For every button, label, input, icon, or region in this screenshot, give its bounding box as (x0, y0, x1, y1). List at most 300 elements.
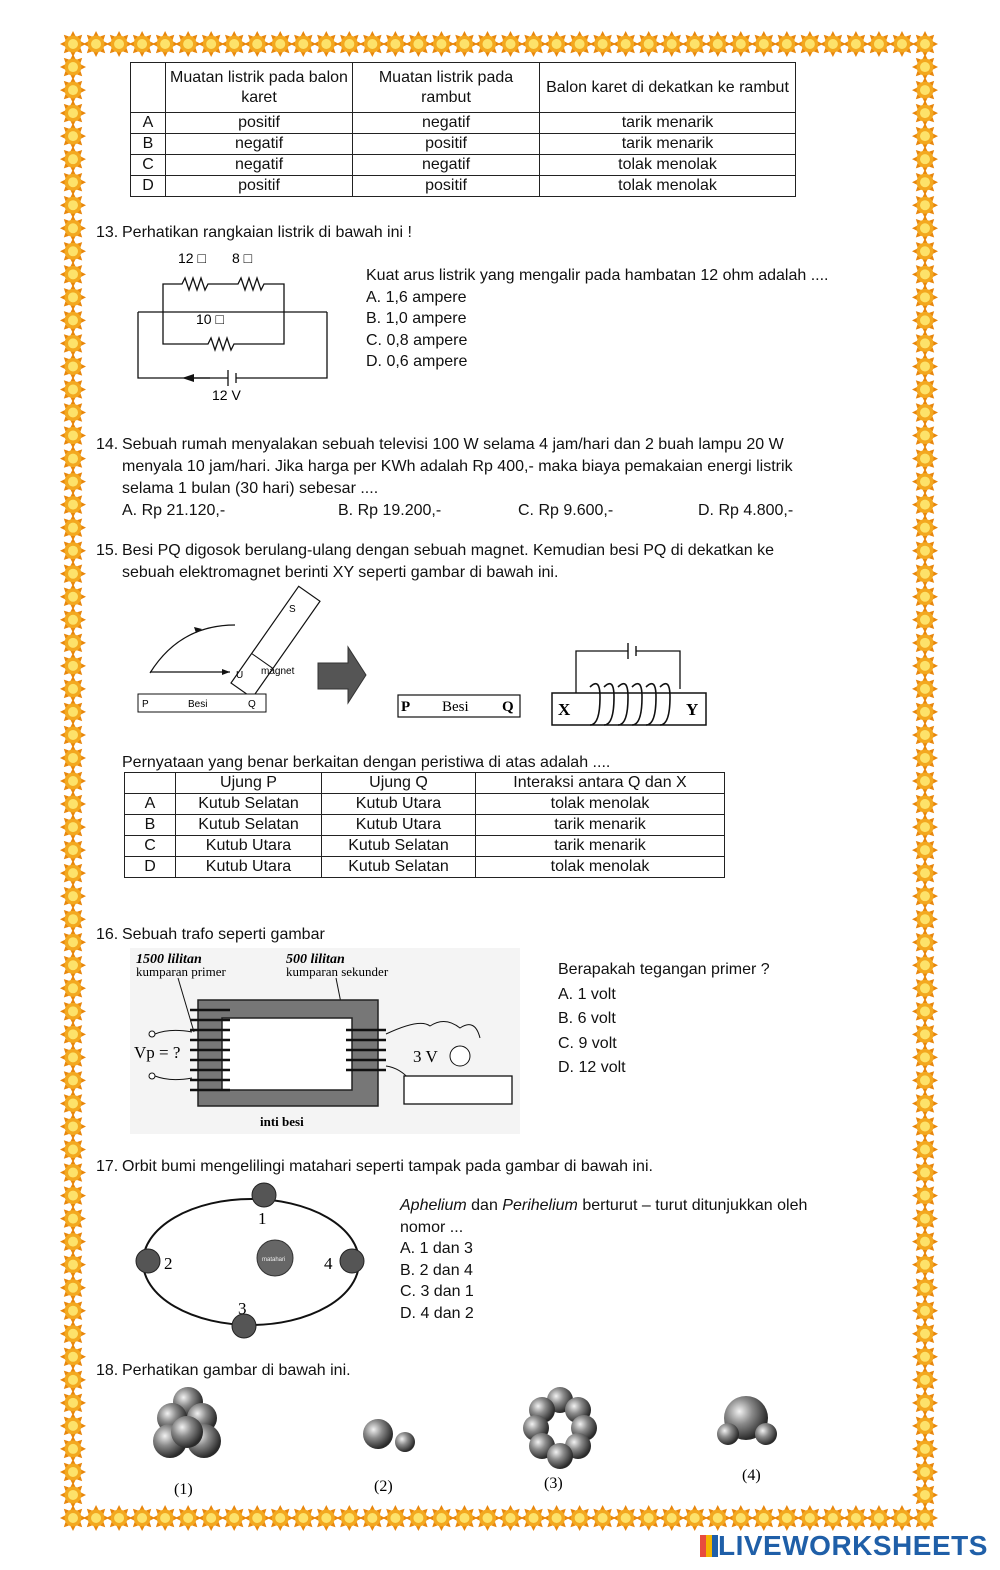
q17-orbit-figure (130, 1180, 370, 1340)
sun-icon (912, 307, 938, 333)
q15-table-cell: Kutub Utara (322, 815, 476, 836)
q12-table-row (131, 134, 796, 155)
q15-table-cell: D (125, 857, 176, 878)
q15-magnet-figure (130, 585, 730, 735)
sun-icon (244, 31, 270, 57)
sun-icon (405, 31, 431, 57)
sun-icon (912, 146, 938, 172)
sun-icon (912, 515, 938, 541)
sun-icon (912, 584, 938, 610)
q15-table-cell: A (125, 794, 176, 815)
sun-icon (60, 584, 86, 610)
q17-prompt-rest: berturut – turut ditunjukkan oleh (577, 1197, 808, 1214)
sun-icon (797, 31, 823, 57)
sun-icon (60, 423, 86, 449)
sun-icon (820, 1505, 846, 1531)
q13-option-c[interactable]: C. 0,8 ampere (366, 331, 468, 349)
sun-icon (60, 1160, 86, 1186)
sun-icon (60, 376, 86, 402)
sun-icon (106, 1505, 132, 1531)
q12-table-cell: tolak menolak (540, 176, 796, 197)
sun-icon (60, 998, 86, 1024)
sun-icon (912, 376, 938, 402)
sun-icon (451, 31, 477, 57)
q14-question (96, 434, 906, 522)
q17-perihelium: Perihelium (502, 1197, 578, 1214)
q18-label-2: (2) (374, 1478, 393, 1495)
sun-icon (60, 238, 86, 264)
sun-icon (428, 1505, 454, 1531)
q18-molecule-2 (363, 1419, 415, 1452)
q18-molecule-1 (153, 1387, 221, 1458)
sun-icon (175, 1505, 201, 1531)
sun-icon (382, 31, 408, 57)
sun-icon (912, 1113, 938, 1139)
sun-icon (912, 1137, 938, 1163)
sun-icon (60, 722, 86, 748)
sun-icon (60, 1321, 86, 1347)
q12-table-cell: D (131, 176, 166, 197)
q17-aphelium: Aphelium (400, 1197, 467, 1214)
q12-table-cell: negatif (166, 134, 353, 155)
q12-table-cell: positif (353, 176, 540, 197)
sun-icon (843, 1505, 869, 1531)
q13-option-a[interactable]: A. 1,6 ampere (366, 288, 467, 306)
q18-label-3: (3) (544, 1475, 563, 1492)
q15-arrow-icon (318, 647, 366, 703)
sun-icon (60, 1113, 86, 1139)
q15-y-label: Y (686, 700, 699, 719)
sun-icon (129, 1505, 155, 1531)
q17-planet-4 (340, 1249, 364, 1273)
sun-icon (912, 745, 938, 771)
q17-label-1: 1 (258, 1209, 267, 1228)
sun-icon (221, 1505, 247, 1531)
q13-option-d[interactable]: D. 0,6 ampere (366, 353, 468, 370)
q17-prompt-line2: nomor ... (400, 1218, 464, 1236)
q13-r1-label: 12 □ (178, 250, 206, 266)
q17-option-a[interactable]: A. 1 dan 3 (400, 1240, 473, 1257)
q12-answer-table (130, 62, 796, 197)
sun-icon (60, 469, 86, 495)
sun-icon (613, 1505, 639, 1531)
sun-icon (912, 998, 938, 1024)
sun-icon (912, 676, 938, 702)
sun-icon (912, 837, 938, 863)
sun-icon (912, 123, 938, 149)
sun-icon (60, 676, 86, 702)
q15-besi-label: Besi (188, 699, 208, 710)
sun-icon (912, 1160, 938, 1186)
q15-line2: sebuah elektromagnet berinti XY seperti gambar di bawah ini. (122, 564, 559, 581)
q14-option-c[interactable]: C. Rp 9.600,- (518, 502, 614, 519)
sun-icon (751, 1505, 777, 1531)
sun-icon (359, 1505, 385, 1531)
q12-table-cell: positif (353, 134, 540, 155)
q16-vp-label: Vp = ? (134, 1043, 181, 1062)
sun-icon (912, 31, 938, 57)
q15-line1: Besi PQ digosok berulang-ulang dengan sebuah magnet. Kemudian besi PQ di dekatkan ke (122, 542, 774, 559)
q18-label-4: (4) (742, 1467, 761, 1484)
sun-icon (567, 1505, 593, 1531)
sun-icon (912, 1482, 938, 1508)
sun-icon (590, 31, 616, 57)
q13-current-arrow (182, 374, 194, 382)
watermark-text: LIVEWORKSHEETS (718, 1530, 988, 1561)
sun-icon (705, 31, 731, 57)
sun-icon (912, 630, 938, 656)
q18-molecule-3 (523, 1387, 597, 1469)
sun-icon (521, 1505, 547, 1531)
sun-icon (912, 1067, 938, 1093)
sun-icon (336, 1505, 362, 1531)
sun-icon (313, 1505, 339, 1531)
sun-icon (60, 261, 86, 287)
q17-text: Orbit bumi mengelilingi matahari seperti tampak pada gambar di bawah ini. (122, 1158, 653, 1175)
sun-icon (60, 814, 86, 840)
sun-icon (498, 1505, 524, 1531)
sun-icon (659, 1505, 685, 1531)
sun-icon (267, 1505, 293, 1531)
sun-icon (474, 1505, 500, 1531)
sun-icon (912, 1321, 938, 1347)
sun-icon (451, 1505, 477, 1531)
sun-icon (912, 284, 938, 310)
q13-text: Perhatikan rangkaian listrik di bawah ini ! (122, 224, 412, 241)
q16-options (558, 958, 770, 1081)
sun-icon (60, 837, 86, 863)
q15-table-cell: Kutub Selatan (176, 794, 322, 815)
sun-icon (175, 31, 201, 57)
sun-icon (60, 353, 86, 379)
q18-molecules-figure (130, 1384, 790, 1504)
q14-line1: Sebuah rumah menyalakan sebuah televisi 100 W selama 4 jam/hari dan 2 buah lampu 20 W (122, 436, 784, 453)
q15-table-cell: tarik menarik (476, 815, 725, 836)
sun-icon (912, 469, 938, 495)
q12-table-row (131, 113, 796, 134)
sun-icon (405, 1505, 431, 1531)
sun-icon (912, 1044, 938, 1070)
q13-option-b[interactable]: B. 1,0 ampere (366, 310, 467, 327)
q13-voltage-label: 12 V (212, 387, 241, 403)
q12-table-cell: tarik menarik (540, 134, 796, 155)
q16-option-a[interactable]: A. 1 volt (558, 985, 616, 1003)
sun-icon (705, 1505, 731, 1531)
q12-header-interaction: Balon karet di dekatkan ke rambut (540, 63, 796, 113)
q15-header-p: Ujung P (176, 773, 322, 794)
q12-table-cell: positif (166, 176, 353, 197)
sun-icon (83, 31, 109, 57)
sun-icon (889, 31, 915, 57)
sun-icon (682, 31, 708, 57)
sun-icon (129, 31, 155, 57)
sun-icon (866, 31, 892, 57)
q15-magnet-label: magnet (261, 666, 295, 677)
sun-icon (728, 31, 754, 57)
q12-table-row (131, 176, 796, 197)
sun-icon (60, 561, 86, 587)
q13-r2-label: 8 □ (232, 250, 253, 266)
sun-icon (60, 100, 86, 126)
q15-table-cell: tolak menolak (476, 857, 725, 878)
sun-icon (912, 192, 938, 218)
sun-icon (60, 1344, 86, 1370)
sun-icon (912, 1436, 938, 1462)
q15-s-label: S (289, 604, 296, 615)
sun-icon (198, 1505, 224, 1531)
q12-header-balloon-charge: Muatan listrik pada balon karet (166, 63, 353, 113)
sun-icon (474, 31, 500, 57)
q15-table-cell: Kutub Selatan (322, 836, 476, 857)
q15-table-row (125, 815, 725, 836)
sun-icon (60, 1436, 86, 1462)
sun-icon (60, 400, 86, 426)
sun-icon (60, 169, 86, 195)
q12-table-cell: B (131, 134, 166, 155)
sun-icon (912, 860, 938, 886)
sun-icon (60, 538, 86, 564)
sun-icon (912, 1183, 938, 1209)
q12-table-cell: negatif (353, 113, 540, 134)
q15-number: 15. (96, 542, 119, 559)
sun-icon (866, 1505, 892, 1531)
q16-core-label: inti besi (260, 1114, 304, 1129)
q18-number: 18. (96, 1362, 119, 1379)
sun-icon (60, 1482, 86, 1508)
q13-options (366, 265, 829, 373)
sun-icon (682, 1505, 708, 1531)
q17-option-b[interactable]: B. 2 dan 4 (400, 1261, 473, 1279)
sun-icon (60, 1021, 86, 1047)
q17-label-2: 2 (164, 1254, 173, 1273)
q15-table-cell: Kutub Selatan (176, 815, 322, 836)
q13-question (96, 222, 412, 244)
sun-icon (60, 54, 86, 80)
sun-icon (912, 1413, 938, 1439)
q16-option-d[interactable]: D. 12 volt (558, 1059, 626, 1076)
q13-resistor-series (163, 278, 284, 312)
sun-icon (912, 1459, 938, 1485)
sun-icon (912, 330, 938, 356)
q17-label-4: 4 (324, 1254, 333, 1273)
sun-icon (60, 952, 86, 978)
sun-icon (60, 630, 86, 656)
q13-circuit-diagram (130, 244, 340, 409)
q15-table-row (125, 857, 725, 878)
sun-icon (60, 146, 86, 172)
sun-icon (912, 929, 938, 955)
sun-icon (912, 814, 938, 840)
sun-icon (60, 699, 86, 725)
sun-icon (912, 561, 938, 587)
sun-icon (912, 169, 938, 195)
sun-icon (751, 31, 777, 57)
sun-icon (60, 446, 86, 472)
q14-option-d[interactable]: D. Rp 4.800,- (698, 502, 794, 519)
sun-icon (912, 261, 938, 287)
sun-icon (382, 1505, 408, 1531)
sun-icon (912, 1505, 938, 1531)
sun-icon (912, 1021, 938, 1047)
sun-icon (60, 745, 86, 771)
sun-icon (521, 31, 547, 57)
sun-icon (912, 722, 938, 748)
q17-option-c[interactable]: C. 3 dan 1 (400, 1283, 474, 1300)
sun-icon (912, 353, 938, 379)
q12-table-cell: tarik menarik (540, 113, 796, 134)
q16-secondary-count: 500 lilitan (286, 952, 345, 967)
q16-option-b[interactable]: B. 6 volt (558, 1010, 616, 1027)
sun-icon (60, 1413, 86, 1439)
sun-icon (912, 1206, 938, 1232)
q16-primary-label: kumparan primer (136, 964, 226, 979)
sun-icon (60, 1390, 86, 1416)
q12-header-hair-charge: Muatan listrik pada rambut (353, 63, 540, 113)
sun-icon (912, 100, 938, 126)
sun-icon (912, 1344, 938, 1370)
sun-icon (912, 975, 938, 1001)
q15-table-cell: tolak menolak (476, 794, 725, 815)
q12-header-corner (131, 63, 166, 113)
sun-icon (912, 791, 938, 817)
sun-icon (60, 860, 86, 886)
q17-question (96, 1156, 653, 1178)
sun-icon (60, 31, 86, 57)
sun-icon (313, 31, 339, 57)
q15-header-interaction: Interaksi antara Q dan X (476, 773, 725, 794)
sun-icon (60, 1229, 86, 1255)
sun-icon (60, 653, 86, 679)
sun-icon (60, 215, 86, 241)
q15-table-cell: Kutub Utara (176, 836, 322, 857)
sun-icon (60, 1459, 86, 1485)
sun-icon (60, 284, 86, 310)
sun-icon (244, 1505, 270, 1531)
q12-table-cell: negatif (353, 155, 540, 176)
sun-icon (889, 1505, 915, 1531)
sun-icon (60, 1137, 86, 1163)
sun-icon (60, 929, 86, 955)
q16-question (96, 924, 325, 946)
sun-icon (912, 1390, 938, 1416)
sun-icon (60, 1090, 86, 1116)
sun-icon (106, 31, 132, 57)
sun-icon (152, 31, 178, 57)
sun-icon (60, 77, 86, 103)
q14-line3: selama 1 bulan (30 hari) sebesar .... (122, 480, 379, 497)
q12-table-cell: negatif (166, 155, 353, 176)
sun-icon (912, 400, 938, 426)
sun-icon (60, 330, 86, 356)
q16-prompt: Berapakah tegangan primer ? (558, 961, 770, 978)
sun-icon (544, 1505, 570, 1531)
q15-table-cell: Kutub Selatan (322, 857, 476, 878)
q15-table-cell: tarik menarik (476, 836, 725, 857)
q12-table-cell: C (131, 155, 166, 176)
sun-icon (912, 54, 938, 80)
sun-icon (728, 1505, 754, 1531)
q15-statement: Pernyataan yang benar berkaitan dengan peristiwa di atas adalah .... (122, 754, 611, 771)
sun-icon (290, 1505, 316, 1531)
q17-prompt-mid: dan (466, 1197, 503, 1214)
sun-icon (912, 446, 938, 472)
sun-icon (60, 1275, 86, 1301)
sun-icon (60, 515, 86, 541)
sun-icon (60, 1044, 86, 1070)
sun-icon (820, 31, 846, 57)
q15-header-q: Ujung Q (322, 773, 476, 794)
liveworksheets-logo-icon (700, 1535, 718, 1557)
sun-icon (912, 238, 938, 264)
q17-option-d[interactable]: D. 4 dan 2 (400, 1304, 474, 1322)
sun-icon (60, 607, 86, 633)
sun-icon (60, 1183, 86, 1209)
q16-option-c[interactable]: C. 9 volt (558, 1034, 617, 1052)
sun-icon (60, 791, 86, 817)
q13-r3-label: 10 □ (196, 311, 224, 327)
sun-icon (544, 31, 570, 57)
q15-p-label: P (142, 699, 149, 710)
q15-answer-table (124, 772, 725, 878)
sun-icon (60, 1367, 86, 1393)
q15-question (96, 540, 906, 584)
q18-molecule-4 (717, 1396, 777, 1445)
sun-icon (912, 883, 938, 909)
sun-icon (60, 1252, 86, 1278)
sun-icon (359, 31, 385, 57)
sun-icon (912, 768, 938, 794)
q14-line2: menyala 10 jam/hari. Jika harga per KWh adalah Rp 400,- maka biaya pemakaian energi listrik (122, 458, 793, 475)
q15-table-row (125, 836, 725, 857)
sun-icon (774, 1505, 800, 1531)
q16-secondary-label: kumparan sekunder (286, 964, 389, 979)
q14-option-a[interactable]: A. Rp 21.120,- (122, 502, 226, 519)
q12-table-cell: positif (166, 113, 353, 134)
q14-option-b[interactable]: B. Rp 19.200,- (338, 502, 442, 519)
sun-icon (60, 492, 86, 518)
q15-p2-label: P (401, 699, 411, 715)
q16-transformer-figure (130, 948, 520, 1134)
q18-question (96, 1360, 351, 1382)
sun-icon (60, 307, 86, 333)
sun-icon (60, 192, 86, 218)
q17-number: 17. (96, 1158, 119, 1175)
sun-icon (912, 607, 938, 633)
liveworksheets-watermark (700, 1530, 988, 1562)
q13-prompt: Kuat arus listrik yang mengalir pada hambatan 12 ohm adalah .... (366, 267, 829, 284)
sun-icon (659, 31, 685, 57)
sun-icon (774, 31, 800, 57)
sun-icon (567, 31, 593, 57)
q17-options (400, 1195, 880, 1324)
q16-text: Sebuah trafo seperti gambar (122, 926, 325, 943)
q15-x-label: X (558, 700, 571, 719)
q16-number: 16. (96, 926, 119, 943)
sun-icon (60, 975, 86, 1001)
q12-table-cell: tolak menolak (540, 155, 796, 176)
q17-label-3: 3 (238, 1299, 247, 1318)
sun-icon (912, 423, 938, 449)
q16-vs-label: 3 V (413, 1047, 438, 1066)
sun-icon (613, 31, 639, 57)
q12-table-row (131, 155, 796, 176)
sun-icon (636, 31, 662, 57)
q14-number: 14. (96, 436, 119, 453)
sun-icon (83, 1505, 109, 1531)
sun-icon (60, 883, 86, 909)
q12-table-cell: A (131, 113, 166, 134)
sun-icon (912, 1252, 938, 1278)
